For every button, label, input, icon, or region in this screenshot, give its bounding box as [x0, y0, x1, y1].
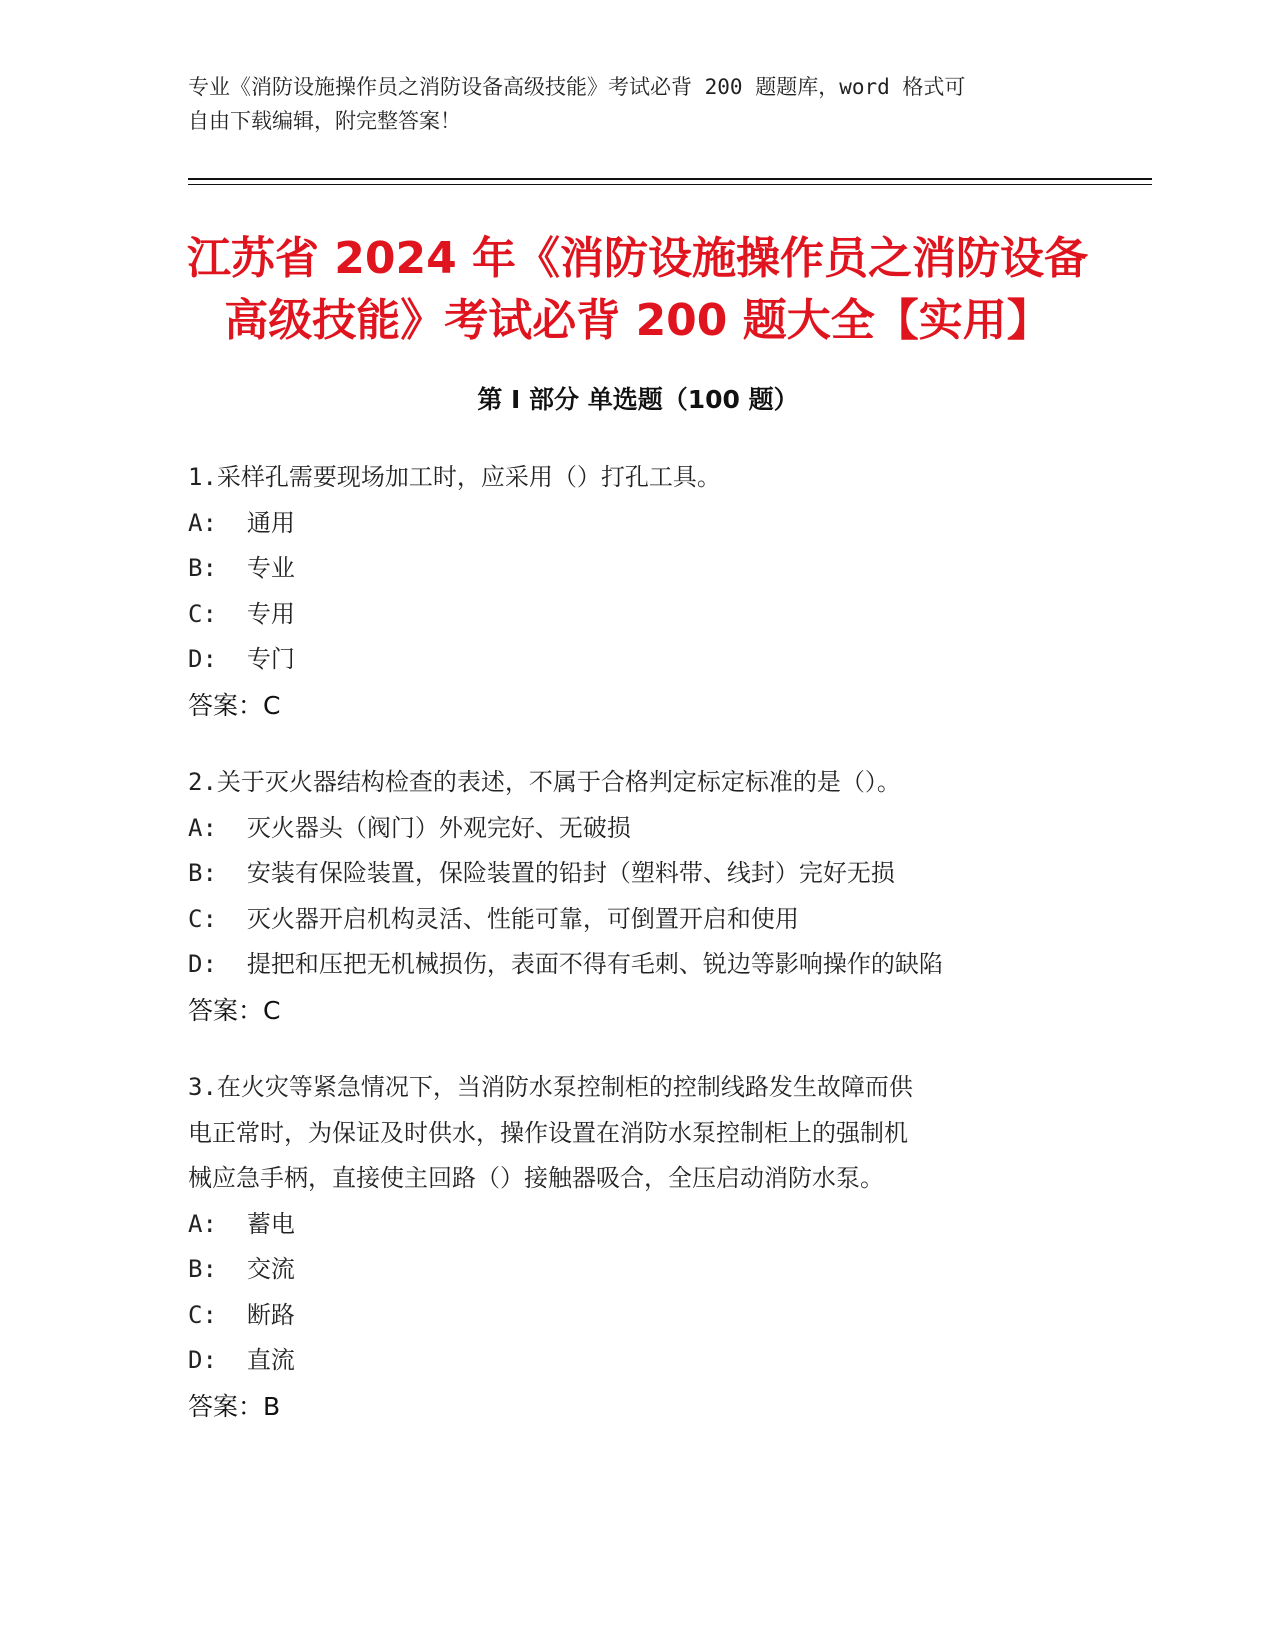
option-letter: D: [188, 950, 217, 978]
answer: 答案：C [188, 995, 281, 1025]
header-note [188, 70, 1068, 138]
option-letter: B: [188, 859, 217, 887]
option-a [188, 1202, 1068, 1248]
option-text: 交流 [246, 1255, 295, 1283]
option-c [188, 592, 1068, 638]
option-d [188, 637, 1068, 683]
header-divider-thin [188, 184, 1152, 185]
option-text: 灭火器头（阀门）外观完好、无破损 [246, 813, 631, 842]
option-text: 灭火器开启机构灵活、性能可靠，可倒置开启和使用 [246, 904, 799, 933]
option-text: 专门 [246, 645, 295, 673]
option-text: 断路 [246, 1300, 295, 1329]
header-note-line-2: 自由下载编辑，附完整答案！ [188, 109, 461, 133]
option-letter: B: [188, 1255, 217, 1283]
header-note-line-1: 专业《消防设施操作员之消防设备高级技能》考试必背 200 题题库，word 格式可 [188, 75, 966, 99]
question-stem-line: 电正常时，为保证及时供水，操作设置在消防水泵控制柜上的强制机 [188, 1118, 908, 1147]
option-letter: C: [188, 1300, 217, 1329]
question-3 [188, 1065, 1068, 1429]
option-letter: D: [188, 1346, 217, 1374]
option-d [188, 942, 1068, 988]
question-stem-line: 械应急手柄，直接使主回路（）接触器吸合，全压启动消防水泵。 [188, 1164, 884, 1192]
option-a [188, 806, 1068, 852]
option-c [188, 897, 1068, 943]
option-text: 安装有保险装置，保险装置的铅封（塑料带、线封）完好无损 [246, 859, 895, 887]
option-text: 通用 [246, 508, 295, 537]
option-text: 专用 [246, 599, 295, 628]
question-stem-line: 1.采样孔需要现场加工时，应采用（）打孔工具。 [188, 463, 721, 491]
section-title: 第 I 部分 单选题（100 题） [477, 385, 799, 414]
option-b [188, 546, 1068, 592]
option-b [188, 1247, 1068, 1293]
question-stem [188, 760, 1068, 806]
option-text: 专业 [246, 554, 295, 582]
question-stem-line: 3.在火灾等紧急情况下，当消防水泵控制柜的控制线路发生故障而供 [188, 1073, 913, 1101]
header-divider-thick [188, 178, 1152, 180]
question-2 [188, 760, 1068, 1033]
option-letter: A: [188, 1209, 217, 1238]
answer: 答案：B [188, 1391, 281, 1421]
option-letter: C: [188, 904, 217, 933]
option-letter: A: [188, 813, 217, 842]
option-text: 蓄电 [246, 1209, 295, 1238]
option-b [188, 851, 1068, 897]
option-letter: B: [188, 554, 217, 582]
option-text: 直流 [246, 1346, 295, 1374]
document-title [150, 228, 1125, 352]
option-c [188, 1293, 1068, 1339]
option-d [188, 1338, 1068, 1384]
option-letter: D: [188, 645, 217, 673]
document-title-line-2: 高级技能》考试必背 200 题大全【实用】 [224, 295, 1051, 346]
question-1 [188, 455, 1068, 728]
option-a [188, 501, 1068, 547]
option-letter: C: [188, 599, 217, 628]
option-text: 提把和压把无机械损伤，表面不得有毛刺、锐边等影响操作的缺陷 [246, 950, 943, 978]
question-stem [188, 1065, 1068, 1202]
option-letter: A: [188, 508, 217, 537]
question-stem [188, 455, 1068, 501]
question-stem-line: 2.关于灭火器结构检查的表述，不属于合格判定标定标准的是（）。 [188, 768, 901, 796]
document-title-line-1: 江苏省 2024 年《消防设施操作员之消防设备 [186, 233, 1089, 284]
answer: 答案：C [188, 690, 281, 720]
